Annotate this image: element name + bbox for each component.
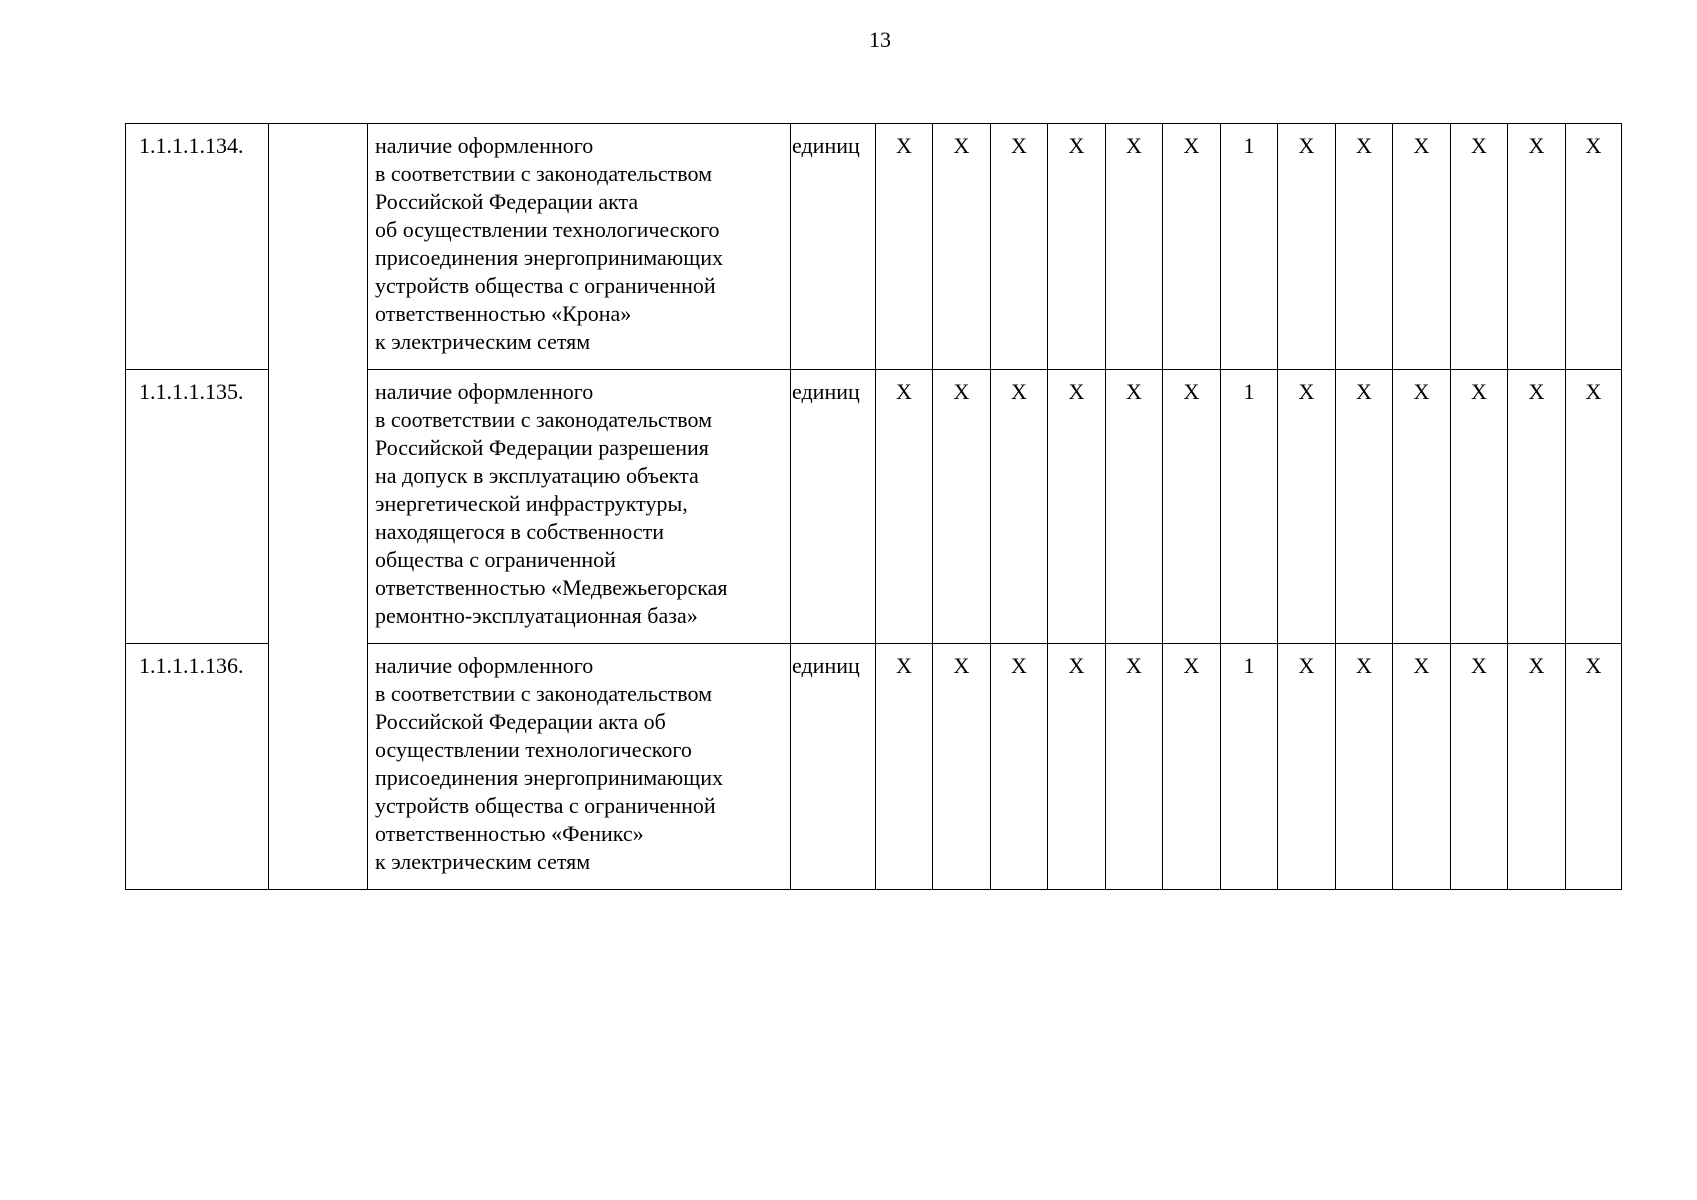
value-cell: Х (1048, 644, 1106, 890)
value-cell: Х (933, 124, 991, 370)
value-cell: Х (1566, 124, 1622, 370)
value-cell: Х (1106, 124, 1163, 370)
row-code: 1.1.1.1.135. (126, 370, 269, 644)
row-description: наличие оформленного в соответствии с законодательством Российской Федерации акта об осуществлении технологического присоединения энергопринимающих устройств общества с ограниченной ответственностью «Крона» к электрическим сетям (368, 124, 791, 370)
value-cell: Х (876, 370, 933, 644)
indicator-table (125, 123, 1622, 890)
value-cell: Х (1566, 370, 1622, 644)
value-cell: Х (1393, 124, 1451, 370)
value-cell: Х (1106, 370, 1163, 644)
value-cell: Х (1278, 644, 1336, 890)
row-description: наличие оформленного в соответствии с законодательством Российской Федерации разрешения на допуск в эксплуатацию объекта энергетической инфраструктуры, находящегося в собственности общества с ограниченной ответственностью «Медвежьегорская ремонтно-эксплуатационная база» (368, 370, 791, 644)
value-cell: Х (1106, 644, 1163, 890)
value-cell: Х (1048, 124, 1106, 370)
merged-empty-cell (269, 124, 368, 890)
value-cell: Х (1508, 124, 1566, 370)
value-cell: Х (1048, 370, 1106, 644)
value-cell: Х (1451, 644, 1508, 890)
value-cell: Х (1336, 644, 1393, 890)
value-cell: 1 (1221, 644, 1278, 890)
row-unit: единиц (791, 644, 876, 890)
row-code: 1.1.1.1.136. (126, 644, 269, 890)
value-cell: Х (1336, 370, 1393, 644)
value-cell: Х (1163, 644, 1221, 890)
value-cell: Х (933, 644, 991, 890)
value-cell: Х (876, 644, 933, 890)
value-cell: Х (1508, 370, 1566, 644)
value-cell: Х (1451, 370, 1508, 644)
page-number: 13 (869, 27, 891, 52)
row-unit: единиц (791, 124, 876, 370)
value-cell: Х (1393, 370, 1451, 644)
value-cell: Х (991, 370, 1048, 644)
value-cell: Х (991, 124, 1048, 370)
value-cell: Х (1451, 124, 1508, 370)
value-cell: Х (1336, 124, 1393, 370)
row-description: наличие оформленного в соответствии с законодательством Российской Федерации акта об осуществлении технологического присоединения энергопринимающих устройств общества с ограниченной ответственностью «Феникс» к электрическим сетям (368, 644, 791, 890)
value-cell: Х (1508, 644, 1566, 890)
value-cell: Х (991, 644, 1048, 890)
value-cell: Х (1393, 644, 1451, 890)
table-row (126, 124, 1622, 370)
value-cell: 1 (1221, 370, 1278, 644)
value-cell: Х (1566, 644, 1622, 890)
value-cell: Х (876, 124, 933, 370)
value-cell: Х (1278, 370, 1336, 644)
value-cell: Х (933, 370, 991, 644)
row-unit: единиц (791, 370, 876, 644)
value-cell: Х (1163, 370, 1221, 644)
value-cell: Х (1278, 124, 1336, 370)
row-code: 1.1.1.1.134. (126, 124, 269, 370)
value-cell: Х (1163, 124, 1221, 370)
value-cell: 1 (1221, 124, 1278, 370)
